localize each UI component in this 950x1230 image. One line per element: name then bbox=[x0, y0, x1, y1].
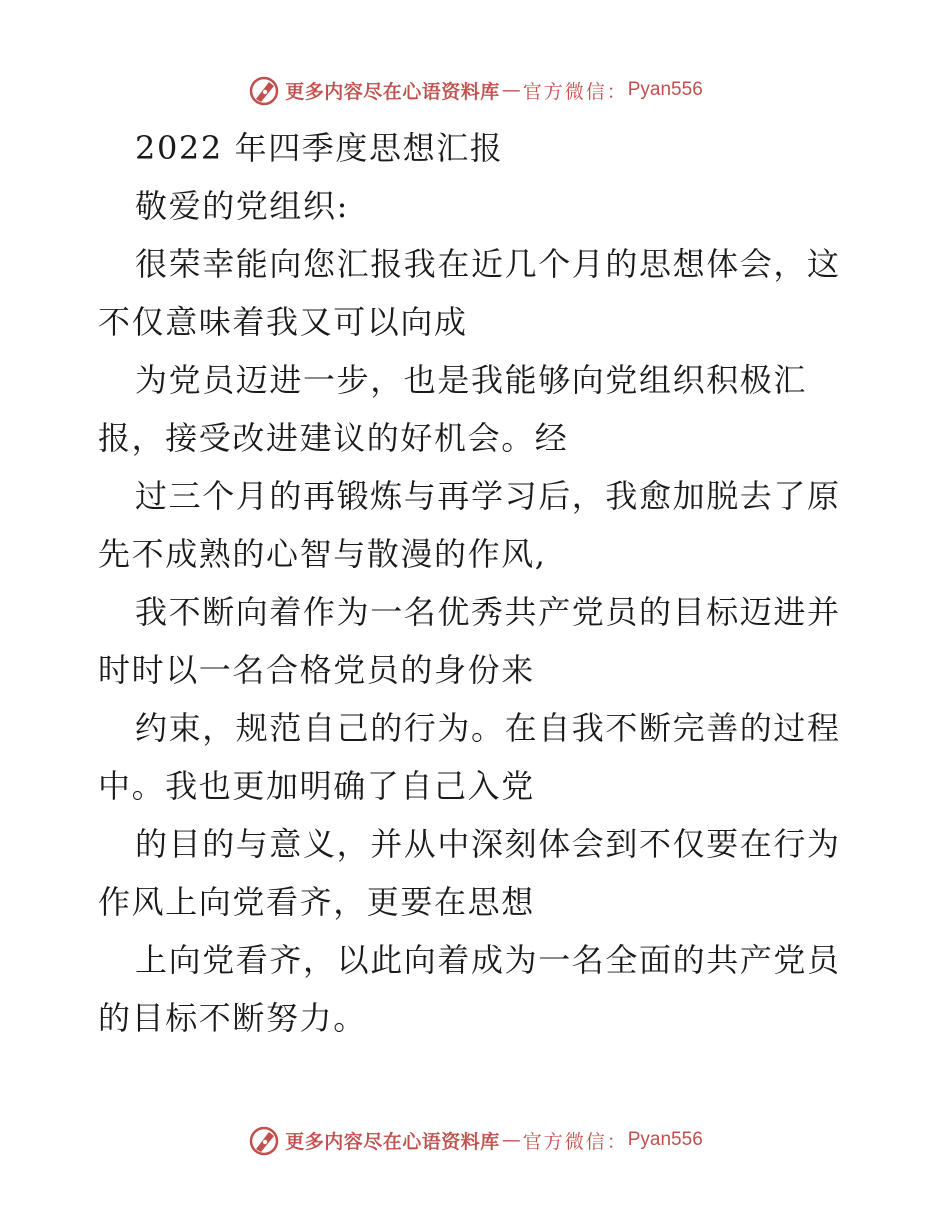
banner-wechat-label: 官方微信： bbox=[522, 1130, 628, 1153]
banner-separator: — bbox=[501, 1129, 521, 1151]
banner-wechat-label: 官方微信： bbox=[522, 80, 628, 103]
body-line: 的目标不断努力。 bbox=[98, 999, 367, 1037]
body-line: 作风上向党看齐，更要在思想 bbox=[98, 883, 535, 921]
body-line: 约束，规范自己的行为。在自我不断完善的过程 bbox=[135, 709, 841, 747]
body-line: 的目的与意义，并从中深刻体会到不仅要在行为 bbox=[135, 825, 841, 863]
body-line: 先不成熟的心智与散漫的作风, bbox=[98, 535, 547, 573]
body-line: 为党员迈进一步，也是我能够向党组织积极汇 bbox=[135, 361, 808, 399]
body-line: 我不断向着作为一名优秀共产党员的目标迈进并 bbox=[135, 593, 841, 631]
body-line: 上向党看齐，以此向着成为一名全面的共产党员 bbox=[135, 941, 841, 979]
footer-banner bbox=[0, 1120, 950, 1160]
banner-wechat-id: Pyan556 bbox=[627, 1129, 703, 1150]
body-line: 时时以一名合格党员的身份来 bbox=[98, 651, 535, 689]
greeting: 敬爱的党组织: bbox=[135, 187, 349, 225]
pen-nib-circle-icon bbox=[247, 1123, 281, 1157]
pen-nib-circle-icon bbox=[247, 73, 281, 107]
banner-main-text: 更多内容尽在心语资料库 bbox=[285, 1130, 500, 1153]
banner-separator: — bbox=[501, 79, 521, 101]
header-banner bbox=[0, 70, 950, 110]
body-line: 报，接受改进建议的好机会。经 bbox=[98, 419, 569, 457]
body-line: 中。我也更加明确了自己入党 bbox=[98, 767, 535, 805]
body-line: 不仅意味着我又可以向成 bbox=[98, 303, 468, 341]
banner-wechat-id: Pyan556 bbox=[627, 79, 703, 100]
document-title: 2022 年四季度思想汇报 bbox=[135, 129, 504, 167]
body-line: 过三个月的再锻炼与再学习后，我愈加脱去了原 bbox=[135, 477, 841, 515]
banner-main-text: 更多内容尽在心语资料库 bbox=[285, 80, 500, 103]
body-line: 很荣幸能向您汇报我在近几个月的思想体会，这 bbox=[135, 245, 841, 283]
